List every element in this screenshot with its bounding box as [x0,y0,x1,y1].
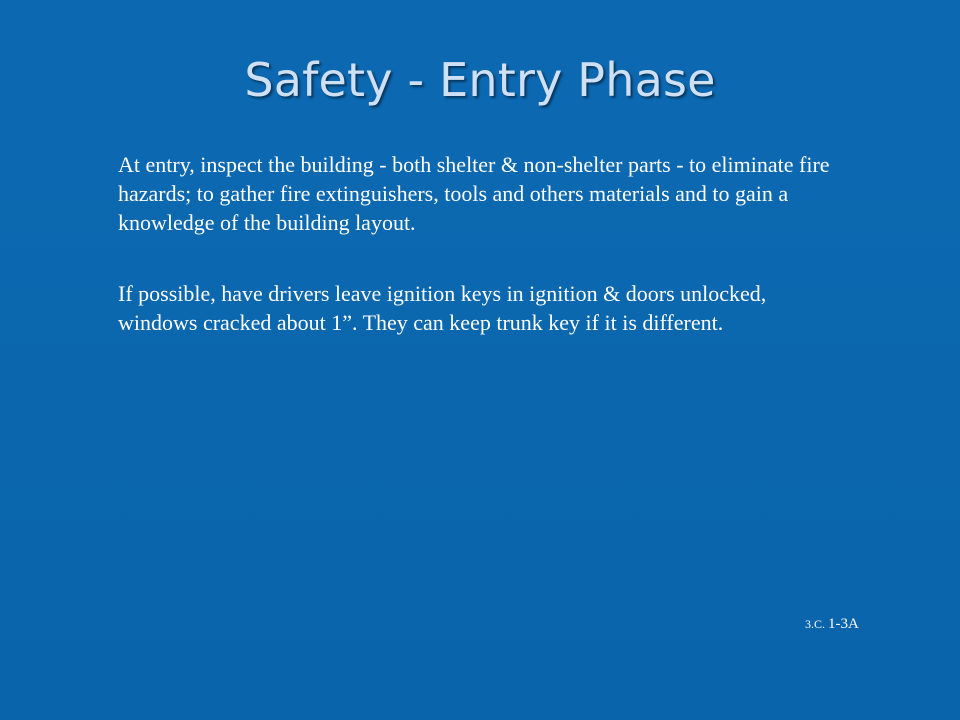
body-paragraph-vehicle-keys: If possible, have drivers leave ignition keys in ignition & doors unlocked, windows cracked about 1”. They can keep trunk key if it is different. [118,281,767,335]
slide-title: Safety - Entry Phase [244,53,716,107]
body-paragraph-entry-inspection: At entry, inspect the building - both shelter & non-shelter parts - to eliminate fire hazards; to gather fire extinguishers, tools and others materials and to gain a knowledge of the building layout. [118,152,830,235]
slide-reference [805,615,859,633]
slide-reference-prefix: 3.C. [805,617,829,631]
slide-reference-number: 1-3A [828,616,859,632]
